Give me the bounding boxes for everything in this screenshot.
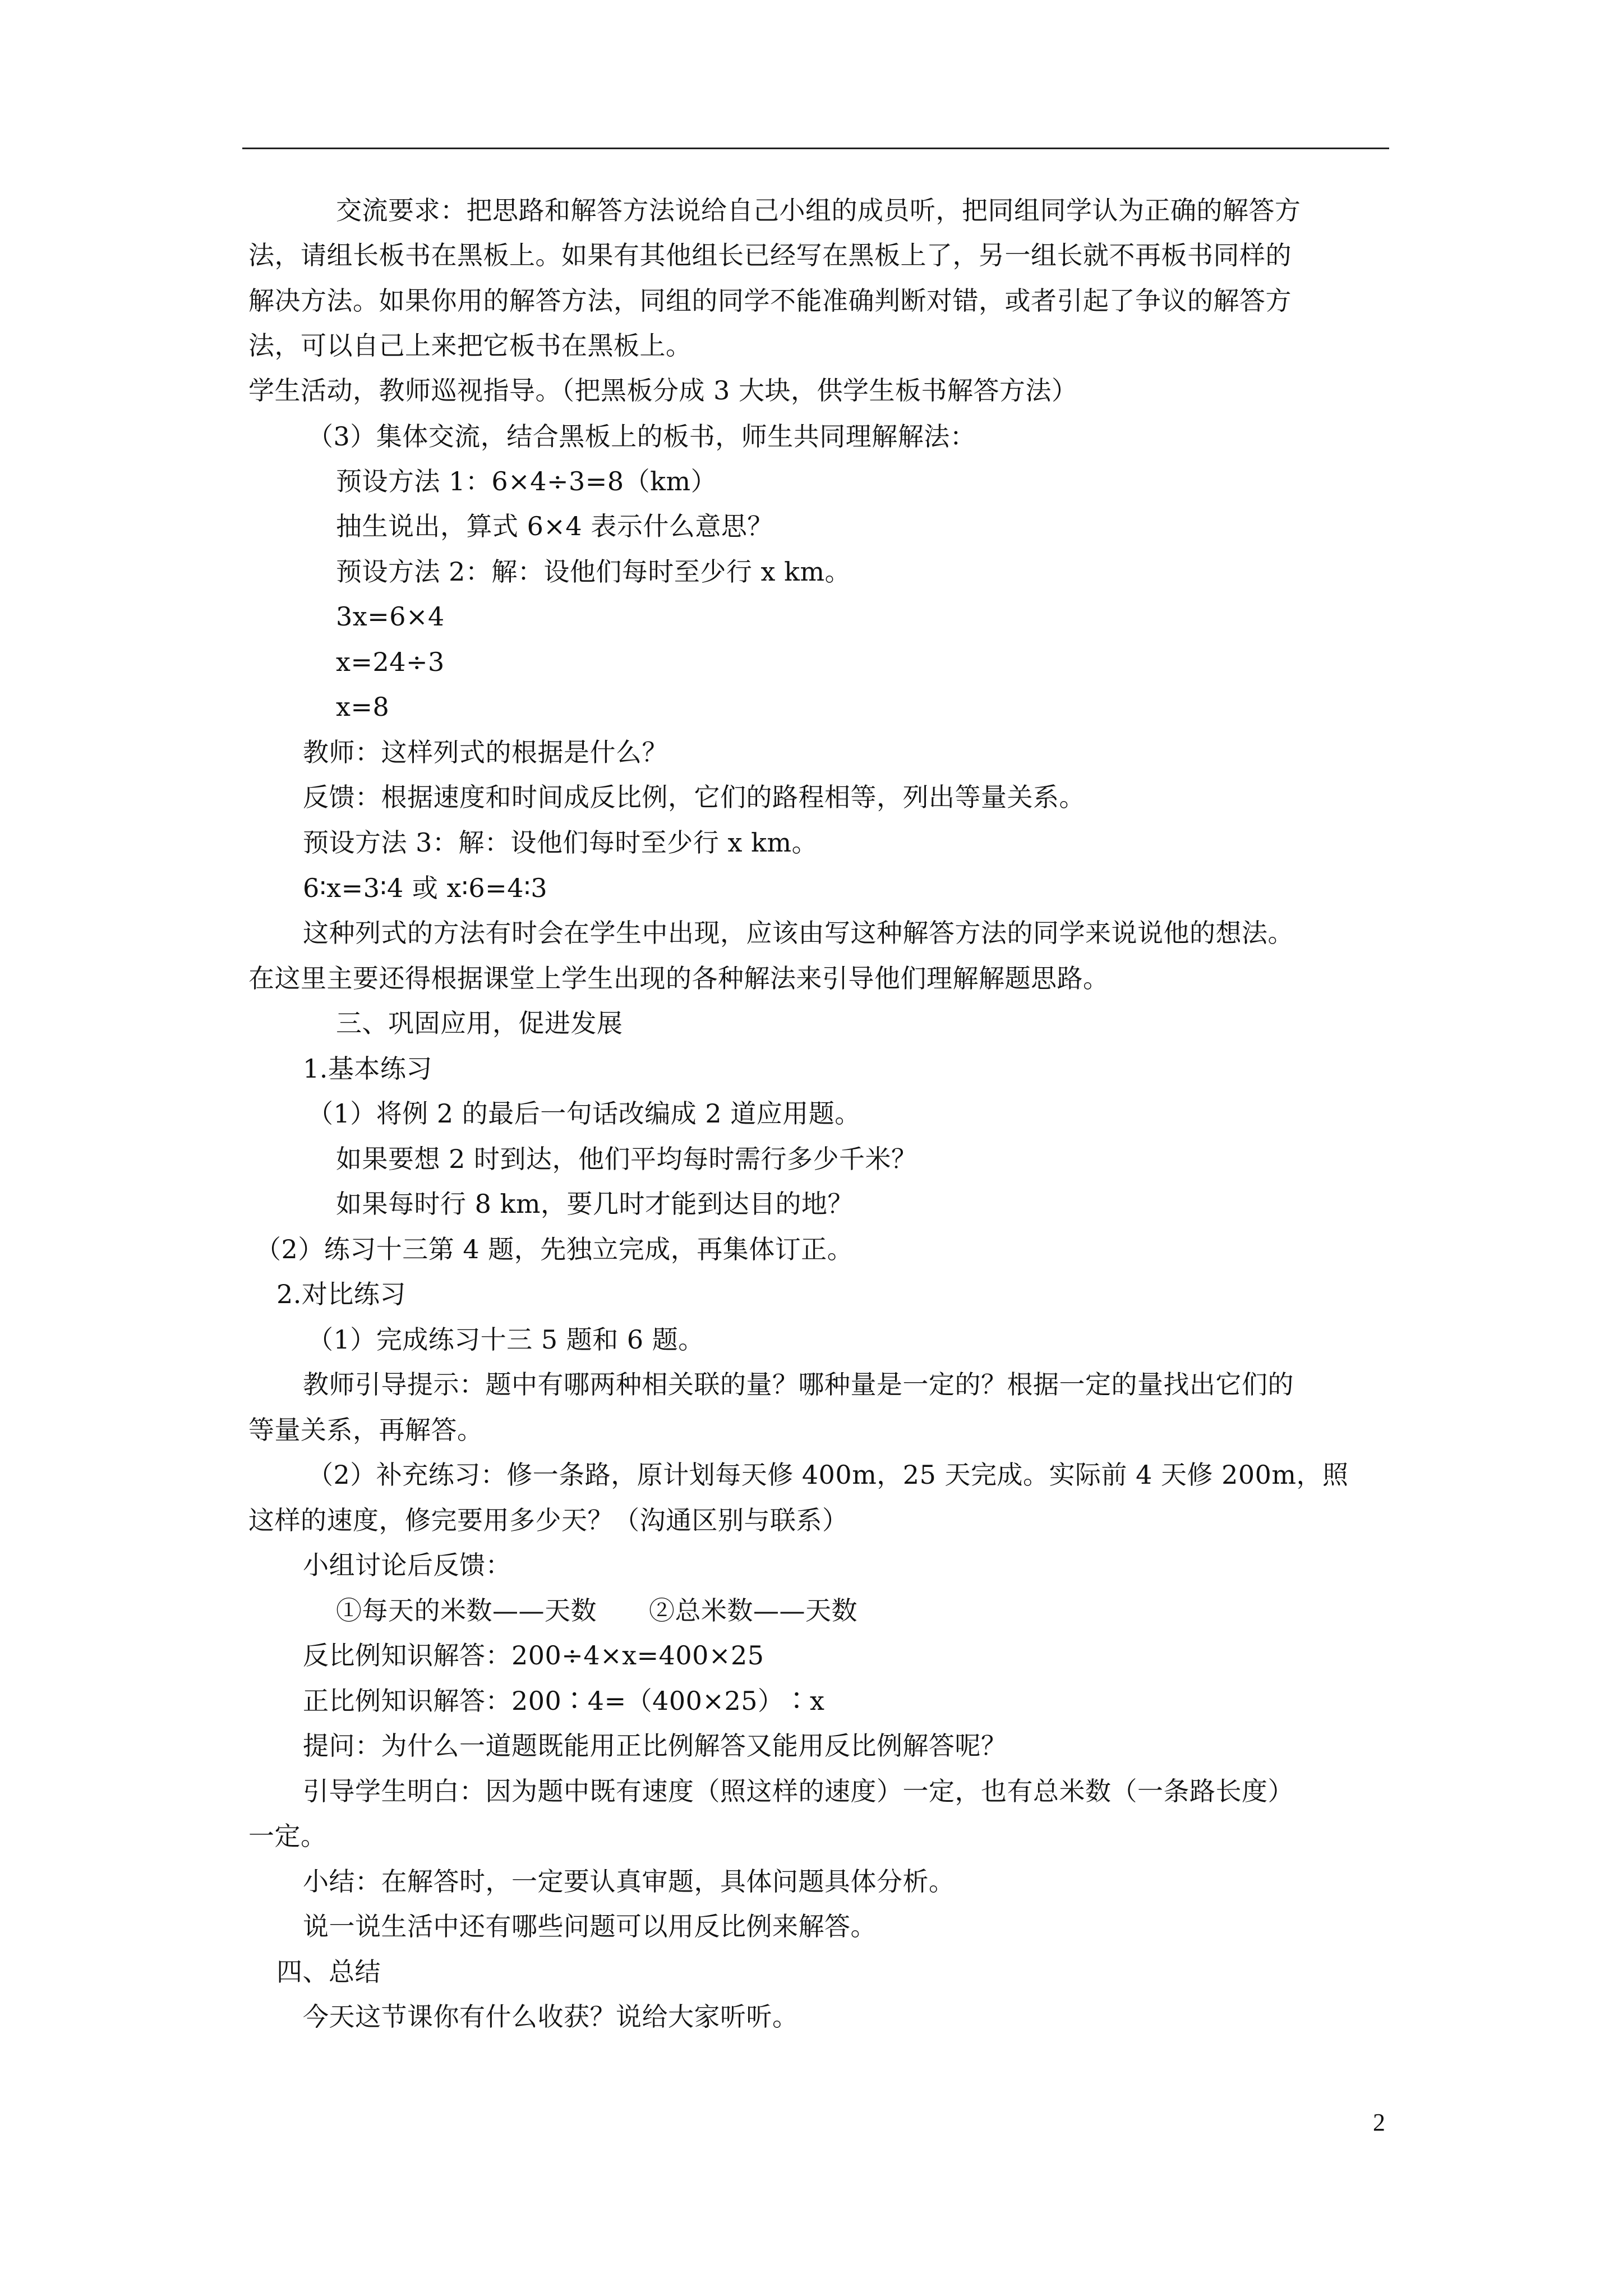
text-line: 教师：这样列式的根据是什么？: [303, 737, 668, 767]
section-heading: 四、总结: [276, 1957, 381, 1987]
text-line: （1）将例 2 的最后一句话改编成 2 道应用题。: [307, 1098, 861, 1129]
text-line: 引导学生明白：因为题中既有速度（照这样的速度）一定，也有总米数（一条路长度）: [303, 1776, 1294, 1806]
text-line: 反比例知识解答：200÷4×x=400×25: [303, 1640, 764, 1671]
text-line: 解决方法。如果你用的解答方法，同组的同学不能准确判断对错，或者引起了争议的解答方: [248, 286, 1292, 316]
text-line: 教师引导提示：题中有哪两种相关联的量？哪种量是一定的？根据一定的量找出它们的: [303, 1369, 1294, 1400]
text-line: 预设方法 3：解：设他们每时至少行 x km。: [303, 827, 818, 858]
text-line: 如果每时行 8 km，要几时才能到达目的地？: [336, 1189, 854, 1219]
subsection-heading: 1.基本练习: [303, 1053, 432, 1084]
text-line: （2）练习十三第 4 题，先独立完成，再集体订正。: [255, 1234, 854, 1264]
text-line: 小结：在解答时，一定要认真审题，具体问题具体分析。: [303, 1866, 955, 1897]
page-number: 2: [1373, 2109, 1385, 2136]
text-line: 这种列式的方法有时会在学生中出现，应该由写这种解答方法的同学来说说他的想法。: [303, 918, 1294, 948]
text-line: 学生活动，教师巡视指导。（把黑板分成 3 大块，供学生板书解答方法）: [248, 375, 1078, 406]
text-line: 一定。: [248, 1821, 327, 1851]
text-line: 预设方法 1：6×4÷3=8（km）: [336, 466, 717, 496]
text-line: x=24÷3: [336, 647, 445, 677]
text-line: 预设方法 2：解：设他们每时至少行 x km。: [336, 556, 851, 587]
text-line: 法，可以自己上来把它板书在黑板上。: [248, 330, 692, 361]
section-heading: 三、巩固应用，促进发展: [336, 1008, 623, 1038]
text-line: 提问：为什么一道题既能用正比例解答又能用反比例解答呢？: [303, 1731, 1007, 1761]
text-line: x=8: [336, 692, 390, 722]
text-line: 这样的速度，修完要用多少天？（沟通区别与联系）: [248, 1505, 849, 1535]
text-line: 在这里主要还得根据课堂上学生出现的各种解法来引导他们理解解题思路。: [248, 963, 1109, 993]
text-line: 小组讨论后反馈：: [303, 1550, 511, 1580]
text-line: （3）集体交流，结合黑板上的板书，师生共同理解解法：: [307, 421, 976, 452]
text-line: ①每天的米数——天数 ②总米数——天数: [336, 1595, 857, 1626]
text-line: 法，请组长板书在黑板上。如果有其他组长已经写在黑板上了，另一组长就不再板书同样的: [248, 240, 1292, 270]
text-line: 说一说生活中还有哪些问题可以用反比例来解答。: [303, 1911, 877, 1941]
text-line: 抽生说出，算式 6×4 表示什么意思？: [336, 511, 773, 541]
text-line: 正比例知识解答：200∶4=（400×25）∶x: [303, 1686, 825, 1716]
text-line: 如果要想 2 时到达，他们平均每时需行多少千米？: [336, 1144, 917, 1174]
text-line: 6∶x=3∶4 或 x∶6=4∶3: [303, 873, 548, 903]
text-line: （2）补充练习：修一条路，原计划每天修 400m，25 天完成。实际前 4 天修 200m，照: [307, 1460, 1349, 1490]
text-line: （1）完成练习十三 5 题和 6 题。: [307, 1324, 704, 1355]
subsection-heading: 2.对比练习: [276, 1279, 406, 1309]
text-line: 反馈：根据速度和时间成反比例，它们的路程相等，列出等量关系。: [303, 782, 1085, 812]
header-rule: [242, 148, 1389, 149]
text-line: 3x=6×4: [336, 601, 445, 632]
text-line: 交流要求：把思路和解答方法说给自己小组的成员听，把同组同学认为正确的解答方: [336, 195, 1301, 226]
text-line: 今天这节课你有什么收获？说给大家听听。: [303, 2001, 799, 2032]
text-line: 等量关系，再解答。: [248, 1415, 483, 1445]
